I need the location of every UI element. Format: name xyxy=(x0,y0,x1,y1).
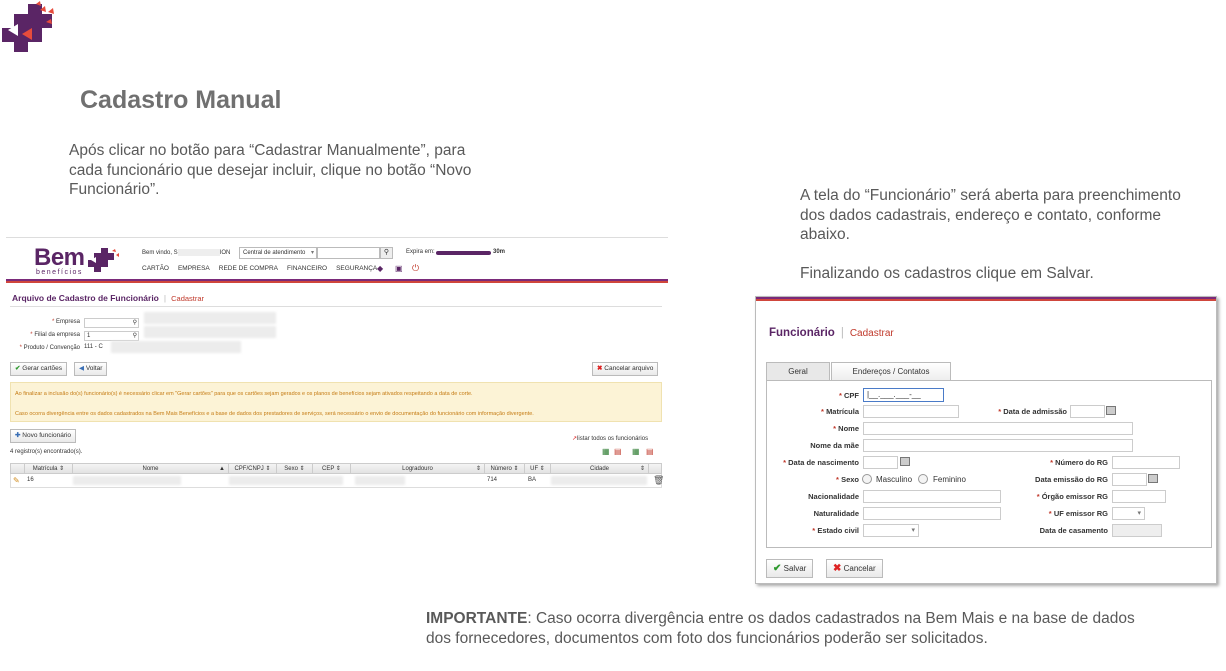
gerar-cartoes-button[interactable]: ✔ Gerar cartões xyxy=(10,362,67,376)
col-numero[interactable]: Número ⇕ xyxy=(485,464,525,474)
cpf-input[interactable]: |__.___.___-__ xyxy=(863,388,944,402)
search-icon[interactable]: ⚲ xyxy=(380,247,393,259)
orgao-emissor-input[interactable] xyxy=(1112,490,1166,503)
right-text-2: Finalizando os cadastros clique em Salvar. xyxy=(800,265,1094,282)
edit-icon[interactable]: ✎ xyxy=(13,476,20,485)
excel-all-icon[interactable]: ▦ xyxy=(632,447,640,456)
tab-enderecos[interactable]: Endereços / Contatos xyxy=(831,362,951,381)
calendar-icon[interactable] xyxy=(1148,474,1158,483)
col-uf[interactable]: UF ⇕ xyxy=(525,464,551,474)
records-count: 4 registro(s) encontrado(s). xyxy=(10,449,83,455)
page-title: Arquivo de Cadastro de Funcionário | Cadastrar xyxy=(12,293,205,303)
novo-funcionario-button[interactable]: ✚ Novo funcionário xyxy=(10,429,76,443)
slide-title: Cadastro Manual xyxy=(80,86,282,114)
naturalidade-label: Naturalidade xyxy=(813,509,859,518)
central-select[interactable]: Central de atendimento ▾ xyxy=(239,247,317,259)
col-cep[interactable]: CEP ⇕ xyxy=(313,464,351,474)
data-nascimento-label: * Data de nascimento xyxy=(783,458,859,467)
right-text-1: A tela do “Funcionário” será aberta para preenchimento dos dados cadastrais, endereço e contato, conforme abaixo. xyxy=(800,187,1181,243)
table-row[interactable] xyxy=(10,474,665,488)
divider xyxy=(10,306,662,307)
logout-icon[interactable]: ⏻ xyxy=(412,263,420,273)
col-matricula[interactable]: Matrícula ⇕ xyxy=(25,464,73,474)
estado-civil-label: * Estado civil xyxy=(812,526,859,535)
nacionalidade-input[interactable] xyxy=(863,490,1001,503)
menu-empresa[interactable]: EMPRESA xyxy=(177,265,210,272)
row-numero: 714 xyxy=(487,477,498,483)
matricula-input[interactable] xyxy=(863,405,959,418)
menu-seguranca[interactable]: SEGURANÇA xyxy=(336,265,378,272)
central-search-field[interactable] xyxy=(317,247,380,259)
col-sexo[interactable]: Sexo ⇕ xyxy=(277,464,313,474)
warning-box xyxy=(10,382,662,422)
empresa-label: * Empresa xyxy=(51,319,80,325)
redacted-filial xyxy=(144,326,276,338)
menu-financeiro[interactable]: FINANCEIRO xyxy=(287,265,328,272)
form-panel xyxy=(766,380,1212,548)
redacted-name xyxy=(73,476,181,485)
uf-emissor-label: * UF emissor RG xyxy=(1048,509,1108,518)
pdf-all-icon[interactable]: ▤ xyxy=(646,447,654,456)
company-logo xyxy=(0,0,62,60)
main-menu xyxy=(142,265,386,272)
welcome-text: Bem vindo, S ION xyxy=(142,250,231,257)
redacted-empresa xyxy=(144,312,276,324)
expires-value: 30m xyxy=(493,249,506,255)
data-emissao-rg-input[interactable] xyxy=(1112,473,1147,486)
intro-text: Após clicar no botão para “Cadastrar Manualmente”, para cada funcionário que desejar incluir, clique no botão “Novo Funcionário”. xyxy=(69,142,472,198)
bem-logo xyxy=(34,244,124,278)
data-nascimento-input[interactable] xyxy=(863,456,898,469)
numero-rg-input[interactable] xyxy=(1112,456,1180,469)
calendar-icon[interactable] xyxy=(900,457,910,466)
masculino-label: Masculino xyxy=(876,475,913,484)
form-title: Funcionário | Cadastrar xyxy=(769,327,894,339)
voltar-button[interactable]: ◀ Voltar xyxy=(74,362,107,376)
nacionalidade-label: Nacionalidade xyxy=(808,492,859,501)
session-progress-bar xyxy=(436,251,491,255)
listar-todos-link[interactable]: ↗listar todos os funcionários xyxy=(572,436,649,442)
form-top-stripe xyxy=(756,297,1216,301)
important-text: : Caso ocorra divergência entre os dados cadastrados na Bem Mais e na base de dados dos fornecedores, documentos com foto dos funcionários poderão ser solicitados. xyxy=(426,610,1135,647)
col-nome[interactable]: Nome ▲ xyxy=(73,464,229,474)
bem-logo-sub: benefícios xyxy=(36,269,83,276)
produto-label: * Produto / Convenção xyxy=(19,345,80,351)
pdf-icon[interactable]: ▤ xyxy=(614,447,622,456)
cpf-label: * CPF xyxy=(838,391,859,400)
row-matricula: 16 xyxy=(27,477,34,483)
cancelar-arquivo-button[interactable]: ✖ Cancelar arquivo xyxy=(592,362,658,376)
radio-masculino[interactable] xyxy=(862,474,872,484)
radio-feminino[interactable] xyxy=(918,474,928,484)
data-casamento-label: Data de casamento xyxy=(1039,526,1108,535)
important-label: IMPORTANTE xyxy=(426,610,528,627)
menu-cartao[interactable]: CARTÃO xyxy=(142,265,169,272)
calendar-icon[interactable] xyxy=(1106,406,1116,415)
produto-value: 111 - C xyxy=(84,344,103,350)
col-cpf[interactable]: CPF/CNPJ ⇕ xyxy=(229,464,277,474)
data-casamento-input[interactable] xyxy=(1112,524,1162,537)
menu-rede-compra[interactable]: REDE DE COMPRA xyxy=(218,265,278,272)
warning-text-1: Ao finalizar a inclusão do(s) funcionário(s) é necessário clicar em "Gerar cartões" para que os cartões sejam gerados e os planos de benefícios sejam ativados respeitando a data de corte. xyxy=(15,391,473,397)
warning-text-2: Caso ocorra divergência entre os dados cadastrados na Bem Mais Benefícios e a base de dados dos prestadores de serviços, será necessário o envio de documentação do funcionário com informação divergente. xyxy=(15,411,534,417)
empresa-field[interactable]: ⚲ xyxy=(84,318,139,328)
redacted-address xyxy=(355,476,405,485)
nome-input[interactable] xyxy=(863,422,1133,435)
redacted-city xyxy=(551,476,647,485)
cancelar-button[interactable]: ✖ Cancelar xyxy=(826,559,883,578)
numero-rg-label: * Número do RG xyxy=(1050,458,1108,467)
col-logradouro[interactable]: Logradouro ⇕ xyxy=(351,464,485,474)
feminino-label: Feminino xyxy=(933,475,966,484)
employee-file-screen xyxy=(6,237,668,497)
data-admissao-input[interactable] xyxy=(1070,405,1105,418)
excel-icon[interactable]: ▦ xyxy=(602,447,610,456)
nome-label: * Nome xyxy=(833,424,859,433)
redacted-cpf xyxy=(229,476,343,485)
trash-icon[interactable]: 🗑 xyxy=(653,475,665,485)
bem-logo-word: Bem xyxy=(34,244,85,271)
salvar-button[interactable]: ✔ Salvar xyxy=(766,559,813,578)
nome-mae-input[interactable] xyxy=(863,439,1133,452)
tab-geral[interactable]: Geral xyxy=(766,362,830,381)
header-stripe xyxy=(6,279,668,283)
important-note xyxy=(426,609,1146,648)
estado-civil-select[interactable]: ▾ xyxy=(863,524,919,537)
table-header xyxy=(10,463,662,474)
orgao-emissor-label: * Órgão emissor RG xyxy=(1036,492,1108,501)
redacted-produto xyxy=(111,341,241,353)
filial-field[interactable]: 1 ⚲ xyxy=(84,331,139,341)
col-cidade[interactable]: Cidade ⇕ xyxy=(551,464,649,474)
lock-icon[interactable]: ▣ xyxy=(395,264,403,273)
employee-form-screen xyxy=(755,296,1217,584)
naturalidade-input[interactable] xyxy=(863,507,1001,520)
data-emissao-rg-label: Data emissão do RG xyxy=(1035,475,1108,484)
bem-cross-icon xyxy=(86,247,120,275)
matricula-label: * Matrícula xyxy=(821,407,859,416)
expires-label: Expira em: xyxy=(406,249,435,255)
tag-icon[interactable]: ◆ xyxy=(377,264,384,273)
nome-mae-label: Nome da mãe xyxy=(810,441,859,450)
data-admissao-label: * Data de admissão xyxy=(998,407,1067,416)
sexo-label: * Sexo xyxy=(836,475,859,484)
row-uf: BA xyxy=(528,477,537,483)
filial-label: * Filial da empresa xyxy=(30,332,80,338)
uf-emissor-select[interactable]: ▾ xyxy=(1112,507,1145,520)
